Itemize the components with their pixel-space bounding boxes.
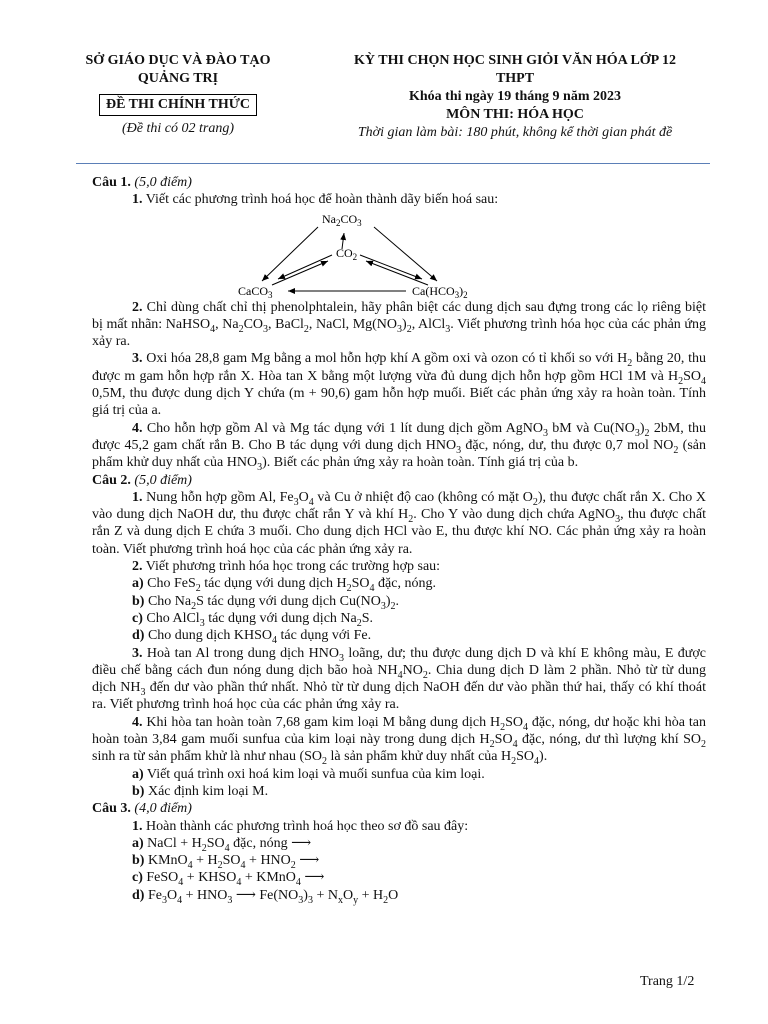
arrow-center-to-left — [278, 255, 332, 279]
q2-part-2a: a) Cho FeS$_2$ tác dụng với dung dịch $H_2SO_4$ đặc, nóng. — [132, 576, 436, 595]
exam-subject: MÔN THI: HÓA HỌC — [446, 107, 584, 122]
q2-part-1: 1. Nung hỗn hợp gồm Al, $Fe_3O_4$ và Cu ở nhiệt độ cao (không có mặt $O_2$), thu được chất rắn X. Cho X vào dung dịch NaOH dư, thu được chất rắn Y và khí $H_2$. Cho Y vào dung dịch chứa AgNO$_3$, thu được chất rắn Z và dung dịch E chứa 3 muối. Cho dung dịch HCl vào E, thu được khí NO. Các phản ứng xảy ra hoàn toàn. Viết phương trình hoá học của các phản ứng xảy ra. — [92, 489, 706, 557]
question-2-heading — [92, 472, 706, 489]
question-points: (4,0 điểm) — [134, 801, 192, 817]
arrow-right-to-center — [366, 261, 428, 285]
question-points: (5,0 điểm) — [134, 472, 192, 488]
q2-part-4: 4. Khi hòa tan hoàn toàn 7,68 gam kim loại M bằng dung dịch $H_2SO_4$ đặc, nóng, dư hoặc khi hòa tan hoàn toàn 3,84 gam muối sunfua của kim loại này trong dung dịch $H_2SO_4$ đặc, nóng, dư thì lượng khí $SO_2$ sinh ra từ sản phẩm khử là như nhau ($SO_2$ là sản phẩm khử duy nhất của $H_2SO_4$). — [92, 714, 706, 768]
exam-title-line-1: KỲ THI CHỌN HỌC SINH GIỎI VĂN HÓA LỚP 12 — [354, 53, 676, 68]
conversion-diagram-svg — [92, 209, 706, 299]
q3-part-1: 1. Hoàn thành các phương trình hoá học theo sơ đồ sau đây: — [132, 818, 469, 834]
question-3-heading — [92, 800, 706, 817]
q1-part-3: 3. Oxi hóa 28,8 gam Mg bằng a mol hỗn hợp khí A gồm oxi và ozon có tỉ khối so với $H_2$ bằng 20, thu được m gam hỗn hợp rắn X. Hòa tan X bằng một lượng vừa đủ dung dịch hỗn hợp gồm HCl 1M và $H_2SO_4$ 0,5M, thu được dung dịch Y chứa (m + 90,6) gam hỗn hợp muối. Biết các phản ứng xảy ra hoàn toàn. Tính giá trị của a. — [92, 351, 706, 419]
diagram-center-label: $CO_2$ — [336, 245, 358, 262]
time-note: Thời gian làm bài: 180 phút, không kể thời gian phát đề — [357, 125, 673, 140]
q2-part-2d: d) Cho dung dịch $KHSO_4$ tác dụng với Fe. — [132, 628, 372, 647]
q1-part-4: 4. Cho hỗn hợp gồm Al và Mg tác dụng với 1 lít dung dịch gồm AgNO$_3$ bM và $Cu(NO_3)_2$ 2bM, thu được 45,2 gam chất rắn B. Cho B tác dụng với dung dịch $HNO_3$ đặc, nóng, dư, thu được 0,7 mol $NO_2$ (sản phẩm khử duy nhất của $HNO_3$). Biết các phản ứng xảy ra hoàn toàn. Tính giá trị của b. — [92, 420, 707, 474]
q1-part-2: 2. Chỉ dùng chất chỉ thị phenolphtalein, hãy phân biệt các dung dịch sau đựng trong các lọ riêng biệt bị mất nhãn: NaHSO$_4$, $Na_2CO_3$, BaCl$_2$, NaCl, $Mg(NO_3)_2$, AlCl$_3$. Viết phương trình hóa học của các phản ứng xảy ra. — [92, 299, 706, 350]
q2-part-2b: b) Cho $Na_2S$ tác dụng với dung dịch $Cu(NO_3)_2$. — [132, 593, 400, 612]
pages-note: (Đề thi có 02 trang) — [122, 121, 234, 136]
department-header — [78, 52, 278, 138]
arrow-top-to-left — [262, 227, 318, 281]
exam-title-line-2: THPT — [495, 71, 535, 86]
diagram-top-label: $Na_2CO_3$ — [322, 211, 362, 228]
exam-date: Khóa thi ngày 19 tháng 9 năm 2023 — [409, 89, 621, 104]
question-points: (5,0 điểm) — [134, 175, 192, 190]
question-label: Câu 1. — [92, 175, 131, 190]
q2-part-3: 3. Hoà tan Al trong dung dịch $HNO_3$ loãng, dư; thu được dung dịch D và khí E không màu, E được điều chế bằng cách đun nóng dung dịch bão hoà $NH_4NO_2$. Chia dung dịch D làm 2 phần. Nhỏ từ từ dung dịch $NH_3$ đến dư vào phần thứ nhất. Nhỏ từ từ dung dịch NaOH đến dư vào phần thứ hai, thấy có khí thoát ra. Viết phương trình hoá học của các phản ứng xảy ra. — [92, 645, 706, 713]
q2-part-4b: b) Xác định kim loại M. — [132, 783, 269, 799]
department-line-2: QUẢNG TRỊ — [137, 71, 219, 86]
exam-body — [92, 174, 706, 904]
arrow-center-to-right — [360, 255, 422, 279]
q3-part-1c: c) FeSO$_4$ + $KHSO_4$ + KMnO$_4$ ⟶ — [132, 870, 325, 889]
q3-part-1b: b) KMnO$_4$ + $H_2SO_4 + HNO_2$ ⟶ — [132, 853, 320, 871]
diagram-left-label: CaCO$_3$ — [238, 283, 273, 299]
q2-part-2c: c) Cho AlCl$_3$ tác dụng với dung dịch $Na_2S$. — [132, 610, 374, 629]
question-label: Câu 2. — [92, 472, 131, 488]
q3-part-1a: a) NaCl + $H_2SO_4$ đặc, nóng ⟶ — [132, 835, 312, 854]
exam-header — [320, 52, 710, 142]
arrow-left-to-center — [272, 261, 328, 285]
page-number: Trang 1/2 — [640, 974, 695, 989]
q3-part-1d: d) $Fe_3O_4 + HNO_3$ ⟶ $Fe(NO_3)_3 + N_xO_y + H_2O$ — [132, 887, 399, 906]
question-label: Câu 3. — [92, 801, 131, 817]
q1-part-1: 1. Viết các phương trình hoá học để hoàn thành dãy biến hoá sau: — [132, 192, 499, 208]
header-divider — [76, 163, 710, 164]
q2-part-2: 2. Viết phương trình hóa học trong các trường hợp sau: — [132, 559, 441, 575]
diagram-right-label: $Ca(HCO_3)_2$ — [412, 283, 468, 299]
conversion-diagram — [92, 209, 706, 299]
department-line-1: SỞ GIÁO DỤC VÀ ĐÀO TẠO — [85, 53, 271, 68]
official-exam-label: ĐỀ THI CHÍNH THỨC — [99, 94, 257, 116]
question-1-heading — [92, 174, 706, 191]
q2-part-4a: a) Viết quá trình oxi hoá kim loại và muối sunfua của kim loại. — [132, 766, 485, 782]
